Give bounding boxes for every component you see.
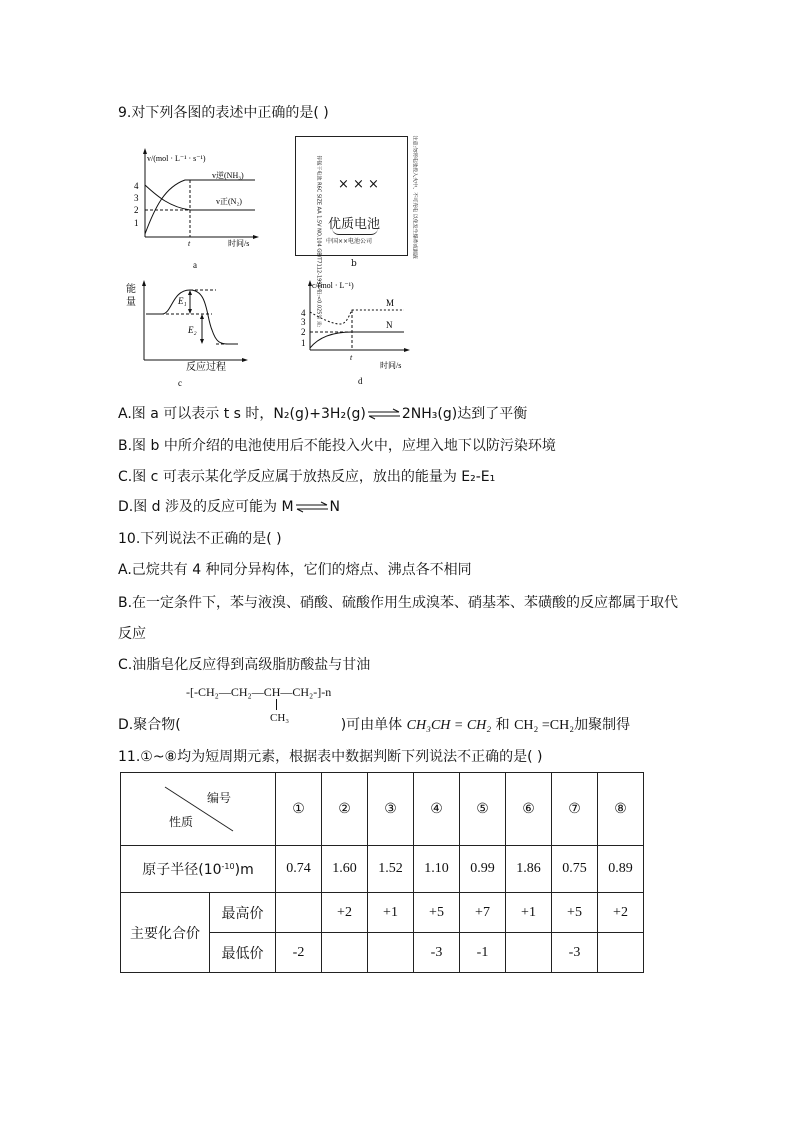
max-cell	[276, 893, 322, 933]
fig-d-tick: 1	[301, 338, 306, 348]
max-cell: +2	[598, 893, 644, 933]
fig-a-ylabel: v/(mol · L⁻¹ · s⁻¹)	[147, 154, 206, 163]
q10-option-d	[118, 716, 630, 735]
radius-cell: 1.52	[368, 846, 414, 893]
polymer-formula: -[-CH₂—CH₂—CH—CH₂-]-n	[186, 685, 332, 699]
q9-option-a-part2: 2NH₃(g)达到了平衡	[401, 406, 528, 422]
max-cell: +5	[552, 893, 598, 933]
q10-option-b-line2: 反应	[118, 626, 146, 642]
fig-a-series1: v逆(NH₃)	[212, 171, 244, 180]
radius-cell: 1.60	[322, 846, 368, 893]
radius-label: 原子半径$(10^{-10})m$	[121, 846, 276, 893]
equilibrium-arrow-icon	[368, 408, 400, 420]
fig-b-brand: 优质电池	[328, 217, 381, 232]
fig-c-ylabel: 量	[126, 297, 136, 308]
q9-option-d	[118, 498, 340, 516]
fig-c-xlabel: 反应过程	[186, 362, 226, 373]
min-cell	[322, 933, 368, 973]
monomer-ethene: CH₂ =CH₂	[514, 718, 575, 733]
max-cell: +7	[460, 893, 506, 933]
fig-d-tick: 3	[301, 317, 306, 327]
table-row	[121, 846, 644, 893]
min-cell: -1	[460, 933, 506, 973]
figure-a	[130, 142, 280, 272]
radius-cell: 0.74	[276, 846, 322, 893]
polymer-branch-bond	[276, 699, 277, 710]
table-header-id: ⑦	[552, 773, 598, 846]
fig-a-t: t	[188, 239, 191, 248]
fig-d-t: t	[350, 353, 353, 362]
fig-d-tick: 2	[301, 327, 306, 337]
radius-cell: 0.89	[598, 846, 644, 893]
fig-a-xlabel: 时间/s	[228, 239, 250, 248]
max-cell: +1	[368, 893, 414, 933]
table-header-id: ⑧	[598, 773, 644, 846]
fig-a-tick: 1	[134, 218, 139, 228]
equilibrium-arrow-icon	[296, 501, 328, 513]
min-valence-label: 最低价	[210, 933, 276, 973]
fig-c-e1: E₁	[178, 296, 187, 306]
table-corner-header	[121, 773, 276, 846]
header-id-label: 编号	[207, 791, 232, 805]
q10-option-b-line1: B.在一定条件下，苯与液溴、硝酸、硫酸作用生成溴苯、硝基苯、苯磺酸的反应都属于取代	[118, 595, 679, 611]
fig-d-xlabel: 时间/s	[380, 361, 402, 370]
table-header-id: ①	[276, 773, 322, 846]
fig-d-curve-n	[310, 332, 404, 348]
element-properties-table	[120, 772, 644, 973]
q9-option-b: B.图 b 中所介绍的电池使用后不能投入火中，应埋入地下以防污染环境	[118, 438, 556, 454]
fig-d-caption: d	[358, 376, 363, 386]
q10-option-a: A.己烷共有 4 种同分异构体，它们的熔点、沸点各不相同	[118, 562, 472, 578]
min-cell: -3	[414, 933, 460, 973]
q9-option-d-part2: N	[329, 499, 341, 515]
fig-b-maker: 中国××电池公司	[326, 238, 373, 245]
valence-label: 主要化合价	[121, 893, 210, 973]
radius-cell: 1.86	[506, 846, 552, 893]
q11-stem: 11.①~⑧均为短周期元素，根据表中数据判断下列说法不正确的是( )	[118, 749, 543, 765]
q9-option-a-part1: A.图 a 可以表示 t s 时，N₂(g)+3H₂(g)	[118, 406, 366, 422]
q9-option-c: C.图 c 可表示某化学反应属于放热反应，放出的能量为 E₂-E₁	[118, 469, 496, 485]
q10-option-d-part1: D.聚合物(	[118, 717, 181, 733]
fig-b-left-text: 锌锰干电池 R6C SIZE AA 1.5V NO.104 GB/T7112-1998 铅:<0.025% 汞:	[315, 155, 322, 328]
max-cell: +5	[414, 893, 460, 933]
q9-option-a	[118, 405, 527, 423]
fig-d-n: N	[386, 320, 393, 330]
header-property-label: 性质	[169, 815, 194, 829]
fig-a-caption: a	[193, 260, 197, 270]
fig-a-tick: 4	[134, 181, 139, 191]
figure-c	[120, 278, 250, 390]
radius-cell: 0.99	[460, 846, 506, 893]
max-cell: +2	[322, 893, 368, 933]
fig-a-tick: 3	[134, 193, 139, 203]
fig-d-ylabel: c/(mol · L⁻¹)	[312, 281, 354, 290]
table-header-id: ③	[368, 773, 414, 846]
min-cell	[598, 933, 644, 973]
fig-b-caption: b	[351, 259, 357, 269]
table-header-id: ⑤	[460, 773, 506, 846]
min-cell: -2	[276, 933, 322, 973]
fig-b-marks: × × ×	[338, 177, 379, 192]
table-row	[121, 893, 644, 933]
fig-c-caption: c	[178, 378, 182, 388]
fig-a-series2: v正(N₂)	[216, 197, 242, 206]
q10-option-d-part2: )可由单体	[340, 717, 403, 733]
q9-option-d-part1: D.图 d 涉及的反应可能为 M	[118, 499, 294, 515]
q9-stem: 9.对下列各图的表述中正确的是( )	[118, 105, 329, 121]
table-header-id: ②	[322, 773, 368, 846]
fig-d-tick: 4	[301, 308, 306, 318]
table-header-id: ⑥	[506, 773, 552, 846]
fig-c-energy-curve	[146, 290, 238, 344]
fig-d-m: M	[386, 298, 395, 308]
min-cell: -3	[552, 933, 598, 973]
q10-option-d-part4: 加聚制得	[574, 717, 631, 733]
fig-b-right-text: 注意:勿将电池投入火中、不可充电 以免发生爆炸或漏液	[411, 135, 418, 259]
q10-stem: 10.下列说法不正确的是( )	[118, 531, 282, 547]
monomer-propene: CH₃CH = CH₂	[406, 718, 492, 733]
fig-c-e2: E₂	[188, 325, 197, 335]
max-cell: +1	[506, 893, 552, 933]
table-header-id: ④	[414, 773, 460, 846]
q10-option-c: C.油脂皂化反应得到高级脂肪酸盐与甘油	[118, 657, 371, 673]
q10-option-d-part3: 和	[495, 717, 510, 733]
polymer-branch: CH₃	[270, 712, 290, 724]
fig-b-brand-underline	[332, 228, 378, 235]
max-valence-label: 最高价	[210, 893, 276, 933]
fig-c-ylabel: 能	[126, 284, 136, 295]
min-cell	[368, 933, 414, 973]
radius-cell: 0.75	[552, 846, 598, 893]
fig-a-tick: 2	[134, 205, 139, 215]
fig-a-curve-reverse	[145, 180, 255, 234]
min-cell	[506, 933, 552, 973]
radius-cell: 1.10	[414, 846, 460, 893]
figure-d	[298, 278, 418, 390]
